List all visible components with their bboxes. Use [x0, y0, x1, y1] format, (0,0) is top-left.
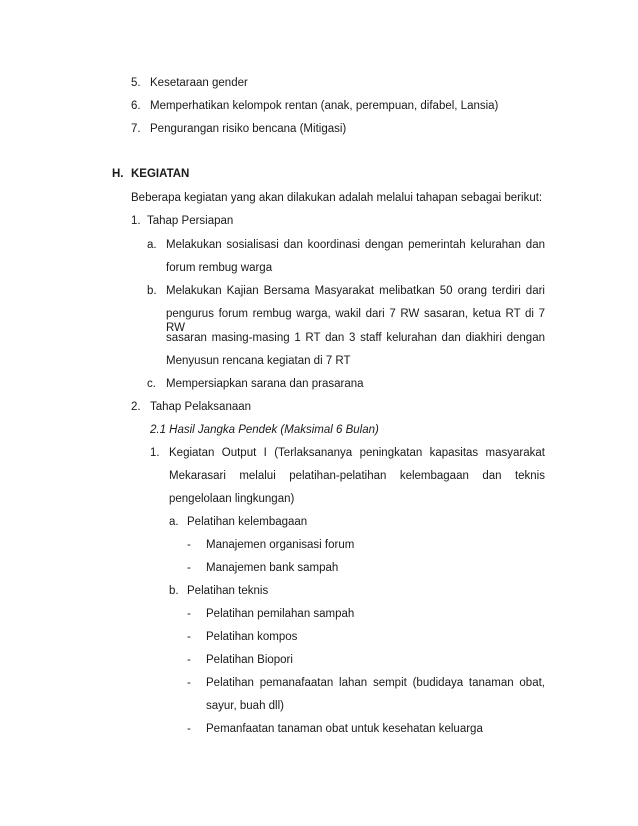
sub-item-text: Melakukan sosialisasi dan koordinasi dengan pemerintah kelurahan dan [166, 239, 545, 251]
sub-item-letter: a. [169, 516, 179, 528]
dash-bullet: - [187, 654, 191, 666]
bullet-text: Pemanfaatan tanaman obat untuk kesehatan keluarga [206, 723, 483, 735]
bullet-text: Pelatihan Biopori [206, 654, 293, 666]
stage-number: 2. [131, 401, 141, 413]
output-text: pengelolaan lingkungan) [169, 493, 295, 505]
sub-item-letter: b. [169, 585, 179, 597]
section-title: KEGIATAN [131, 168, 190, 180]
dash-bullet: - [187, 539, 191, 551]
output-text: Mekarasari melalui pelatihan-pelatihan kelembagaan dan teknis [169, 470, 545, 482]
sub-item-text: pengurus forum rembug warga, wakil dari 7 RW sasaran, ketua RT di 7 RW [166, 308, 545, 334]
bullet-text: Pelatihan pemilahan sampah [206, 608, 355, 620]
sub-item-text: Mempersiapkan sarana dan prasarana [166, 378, 364, 390]
sub-item-text: Melakukan Kajian Bersama Masyarakat melibatkan 50 orang terdiri dari [166, 285, 545, 297]
list-item-text: Kesetaraan gender [150, 77, 248, 89]
section-number: H. [112, 168, 124, 180]
bullet-text: Pelatihan kompos [206, 631, 298, 643]
sub-item-text: Menyusun rencana kegiatan di 7 RT [166, 355, 351, 367]
list-number: 5. [131, 77, 141, 89]
sub-item-text: Pelatihan kelembagaan [187, 516, 308, 528]
bullet-text: Pelatihan pemanafaatan lahan sempit (budidaya tanaman obat, [206, 677, 545, 689]
subheading: 2.1 Hasil Jangka Pendek (Maksimal 6 Bulan) [150, 424, 379, 436]
stage-label: Tahap Pelaksanaan [150, 401, 252, 413]
list-number: 6. [131, 100, 141, 112]
sub-item-letter: c. [147, 378, 156, 390]
list-item-text: Memperhatikan kelompok rentan (anak, perempuan, difabel, Lansia) [150, 100, 499, 112]
bullet-text: Manajemen bank sampah [206, 562, 339, 574]
bullet-text: Manajemen organisasi forum [206, 539, 355, 551]
dash-bullet: - [187, 723, 191, 735]
bullet-text: sayur, buah dll) [206, 700, 284, 712]
list-number: 7. [131, 123, 141, 135]
dash-bullet: - [187, 562, 191, 574]
stage-number: 1. [131, 215, 141, 227]
sub-item-text: sasaran masing-masing 1 RT dan 3 staff kelurahan dan diakhiri dengan [166, 332, 545, 344]
sub-item-text: Pelatihan teknis [187, 585, 269, 597]
output-text: Kegiatan Output I (Terlaksananya peningkatan kapasitas masyarakat [169, 447, 545, 459]
sub-item-letter: a. [147, 239, 157, 251]
section-intro: Beberapa kegiatan yang akan dilakukan adalah melalui tahapan sebagai berikut: [131, 192, 543, 204]
list-item-text: Pengurangan risiko bencana (Mitigasi) [150, 123, 347, 135]
dash-bullet: - [187, 631, 191, 643]
sub-item-text: forum rembug warga [166, 262, 273, 274]
dash-bullet: - [187, 608, 191, 620]
output-number: 1. [150, 447, 160, 459]
stage-label: Tahap Persiapan [147, 215, 234, 227]
sub-item-letter: b. [147, 285, 157, 297]
dash-bullet: - [187, 677, 191, 689]
